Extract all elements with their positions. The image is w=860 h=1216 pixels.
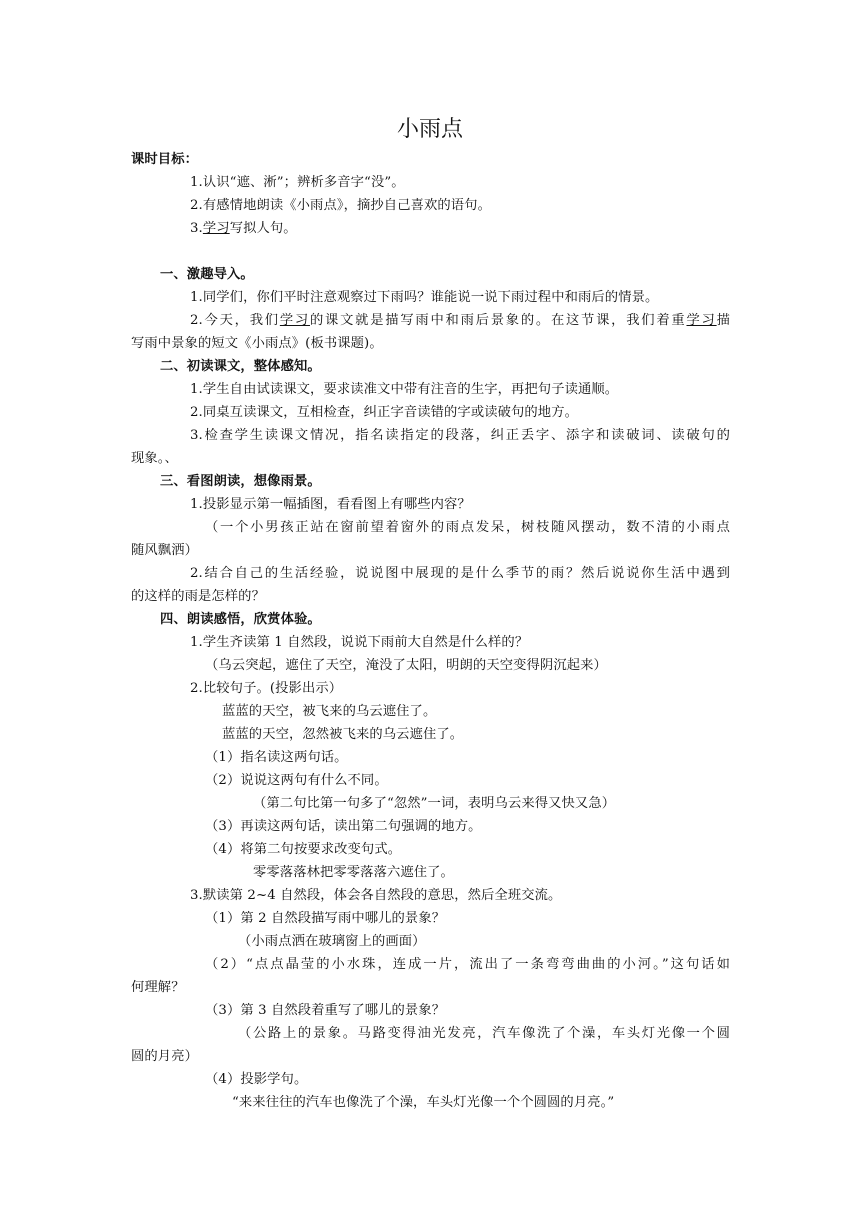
s4-q2-answer: （第二句比第一句多了“忽然”一词，表明乌云来得又快又急） [253, 796, 616, 811]
goal-2: 2.有感情地朗读《小雨点》，摘抄自己喜欢的语句。 [190, 198, 491, 213]
section-4-heading: 四、朗读感悟，欣赏体验。 [160, 612, 321, 627]
s3-p2-line1: 2.结合自己的生活经验，说说图中展现的是什么季节的雨？然后说说你生活中遇到 [190, 566, 730, 581]
s3-p1-answer-line2: 随风飘洒） [131, 543, 198, 558]
s4-r1-answer: （小雨点洒在玻璃窗上的画面） [238, 934, 426, 949]
goal-3-num: 3. [190, 221, 203, 236]
s2-p2: 2.同桌互读课文，互相检查，纠正字音读错的字或读破句的地方。 [190, 405, 578, 420]
s1-p2-a: 2.今天，我们 [190, 313, 280, 328]
s4-r4: （4）投影学句。 [205, 1072, 308, 1087]
sentence-b: 蓝蓝的天空，忽然被飞来的乌云遮住了。 [222, 727, 464, 742]
goal-3-rest: 写拟人句。 [229, 221, 297, 236]
s4-q4: （4）将第二句按要求改变句式。 [205, 842, 402, 857]
goals-heading: 课时目标： [131, 152, 198, 167]
s2-p3-line1: 3.检查学生读课文情况，指名读指定的段落，纠正丢字、添字和读破词、读破句的 [190, 428, 730, 443]
s4-r4-quote: “来来往往的汽车也像洗了个澡，车头灯光像一个个圆圆的月亮。” [232, 1095, 615, 1110]
goal-3 [190, 217, 297, 240]
s1-p2-c: 描 [716, 313, 731, 328]
sentence-a: 蓝蓝的天空，被飞来的乌云遮住了。 [222, 704, 437, 719]
s2-p3-line2: 现象。、 [131, 451, 178, 466]
goal-3-underlined: 学习 [202, 221, 230, 236]
page-title: 小雨点 [396, 117, 463, 142]
s1-p2-line2: 写雨中景象的短文《小雨点》(板书课题)。 [131, 336, 383, 351]
s1-p2-underlined-2: 学习 [686, 313, 717, 328]
s4-q3: （3）再读这两句话，读出第二句强调的地方。 [205, 819, 482, 834]
s3-p1-answer-line1: （一个小男孩正站在窗前望着窗外的雨点发呆，树枝随风摆动，数不清的小雨点 [205, 520, 730, 535]
s4-r3-answer-line2: 圆的月亮） [131, 1049, 198, 1064]
s1-p2-b: 的课文就是描写雨中和雨后景象的。在这节课，我们着重 [309, 313, 687, 328]
s4-p1: 1.学生齐读第 1 自然段，说说下雨前大自然是什么样的？ [190, 635, 529, 650]
s4-r2-line1: （2）“点点晶莹的小水珠，连成一片，流出了一条弯弯曲曲的小河。”这句话如 [205, 957, 730, 972]
s4-q1: （1）指名读这两句话。 [205, 750, 348, 765]
section-2-heading: 二、初读课文，整体感知。 [160, 359, 321, 374]
s4-p3: 3.默读第 2~4 自然段，体会各自然段的意思，然后全班交流。 [190, 888, 562, 903]
section-3-heading: 三、看图朗读，想像雨景。 [160, 474, 321, 489]
goal-1: 1.认识“遮、淅”；辨析多音字“没”。 [190, 175, 405, 190]
s2-p1: 1.学生自由试读课文，要求读准文中带有注音的生字，再把句子读通顺。 [190, 382, 619, 397]
s4-r3: （3）第 3 自然段着重写了哪儿的景象？ [205, 1003, 446, 1018]
s4-p1-answer: （乌云突起，遮住了天空，淹没了太阳，明朗的天空变得阴沉起来） [205, 658, 607, 673]
s1-p1: 1.同学们，你们平时注意观察过下雨吗？谁能说一说下雨过程中和雨后的情景。 [190, 290, 659, 305]
s4-r3-answer-line1: （公路上的景象。马路变得油光发亮，汽车像洗了个澡，车头灯光像一个圆 [238, 1026, 730, 1041]
s3-p2-line2: 的这样的雨是怎样的？ [131, 589, 265, 604]
section-1-heading: 一、激趣导入。 [160, 267, 254, 282]
s1-p2 [190, 309, 730, 332]
s4-p2: 2.比较句子。(投影出示） [190, 681, 343, 696]
s4-q4-answer: 零零落落林把零零落落六遮住了。 [253, 865, 454, 880]
s4-r2-line2: 何理解？ [131, 980, 185, 995]
s4-q2: （2）说说这两句有什么不同。 [205, 773, 388, 788]
s3-p1: 1.投影显示第一幅插图，看看图上有哪些内容？ [190, 497, 471, 512]
s1-p2-underlined-1: 学习 [279, 313, 310, 328]
s4-r1: （1）第 2 自然段描写雨中哪儿的景象？ [205, 911, 446, 926]
